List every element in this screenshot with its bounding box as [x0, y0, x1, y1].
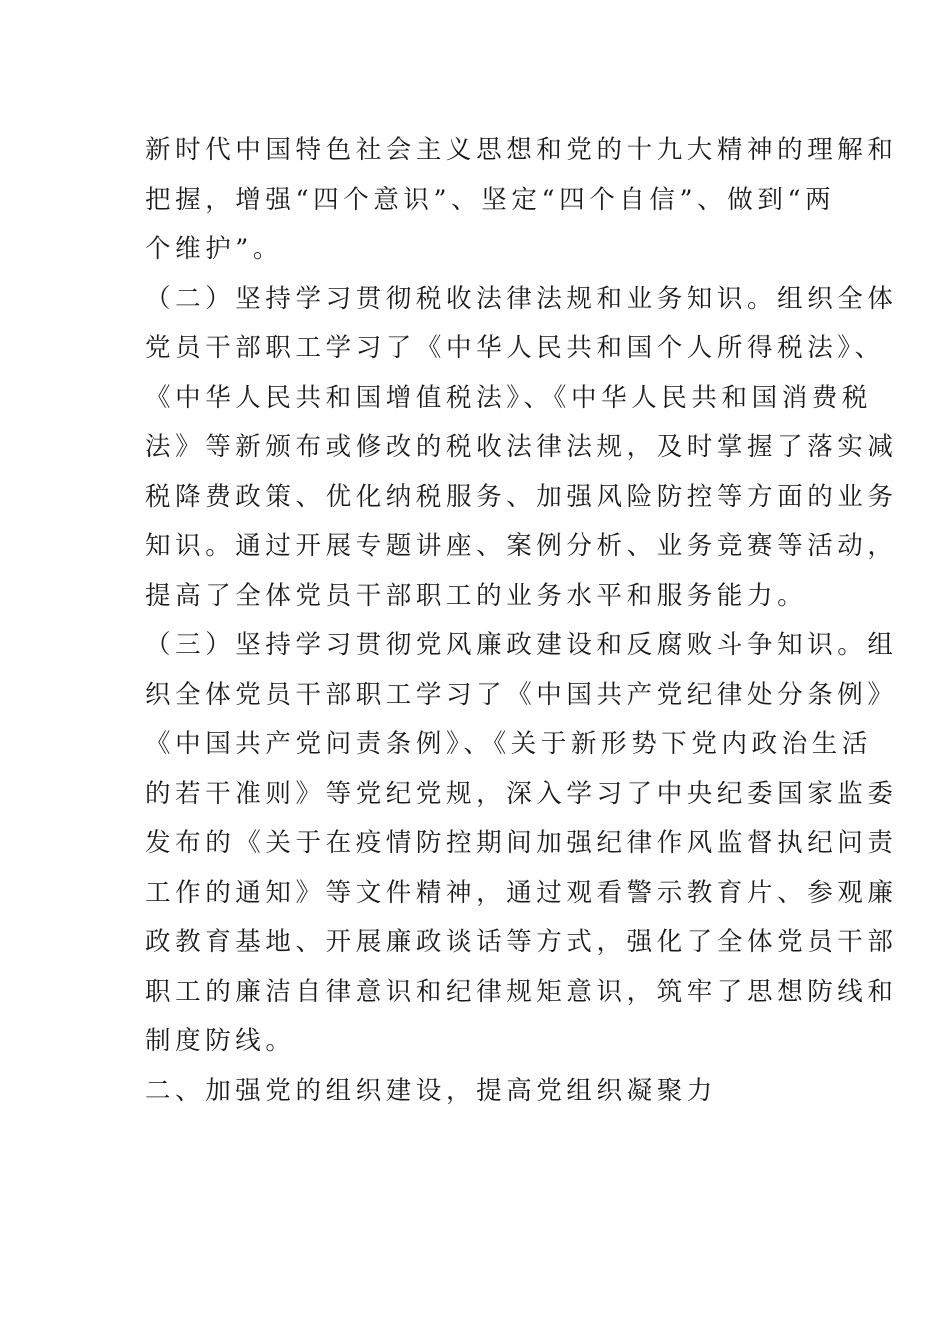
- text-line: 制度防线。: [145, 1026, 296, 1056]
- text-line: 发布的《关于在疫情防控期间加强纪律作风监督执纪问责: [145, 828, 898, 858]
- section-heading: 二、加强党的组织建设，提高党组织凝聚力: [145, 1075, 717, 1106]
- text-line: 提高了全体党员干部职工的业务水平和服务能力。: [145, 580, 808, 611]
- text-line: 的若干准则》等党纪党规，深入学习了中央纪委国家监委: [145, 778, 898, 809]
- text-line: 职工的廉洁自律意识和纪律规矩意识，筑牢了思想防线和: [145, 976, 898, 1007]
- text-line: 税降费政策、优化纳税服务、加强风险防控等方面的业务: [145, 481, 898, 512]
- text-line: 《中国共产党问责条例》、《关于新形势下党内政治生活: [145, 729, 873, 759]
- text-line: 个维护”。: [145, 234, 284, 264]
- text-line: 知识。通过开展专题讲座、案例分析、业务竞赛等活动，: [145, 531, 898, 561]
- text-line: 政教育基地、开展廉政谈话等方式，强化了全体党员干部: [145, 927, 898, 957]
- text-line: 党员干部职工学习了《中华人民共和国个人所得税法》、: [145, 333, 885, 363]
- text-line: 新时代中国特色社会主义思想和党的十九大精神的理解和: [145, 135, 898, 165]
- document-body: [145, 126, 898, 1116]
- text-line: 织全体党员干部职工学习了《中国共产党纪律处分条例》: [145, 679, 898, 710]
- text-line: 《中华人民共和国增值税法》、《中华人民共和国消费税: [145, 382, 873, 413]
- text-line: 把握，增强“四个意识”、坚定“四个自信”、做到“两: [145, 184, 836, 215]
- text-line: （三）坚持学习贯彻党风廉政建设和反腐败斗争知识。组: [145, 630, 898, 660]
- text-line: （二）坚持学习贯彻税收法律法规和业务知识。组织全体: [145, 283, 898, 314]
- text-line: 工作的通知》等文件精神，通过观看警示教育片、参观廉: [145, 877, 898, 908]
- text-line: 法》等新颁布或修改的税收法律法规，及时掌握了落实减: [145, 432, 898, 462]
